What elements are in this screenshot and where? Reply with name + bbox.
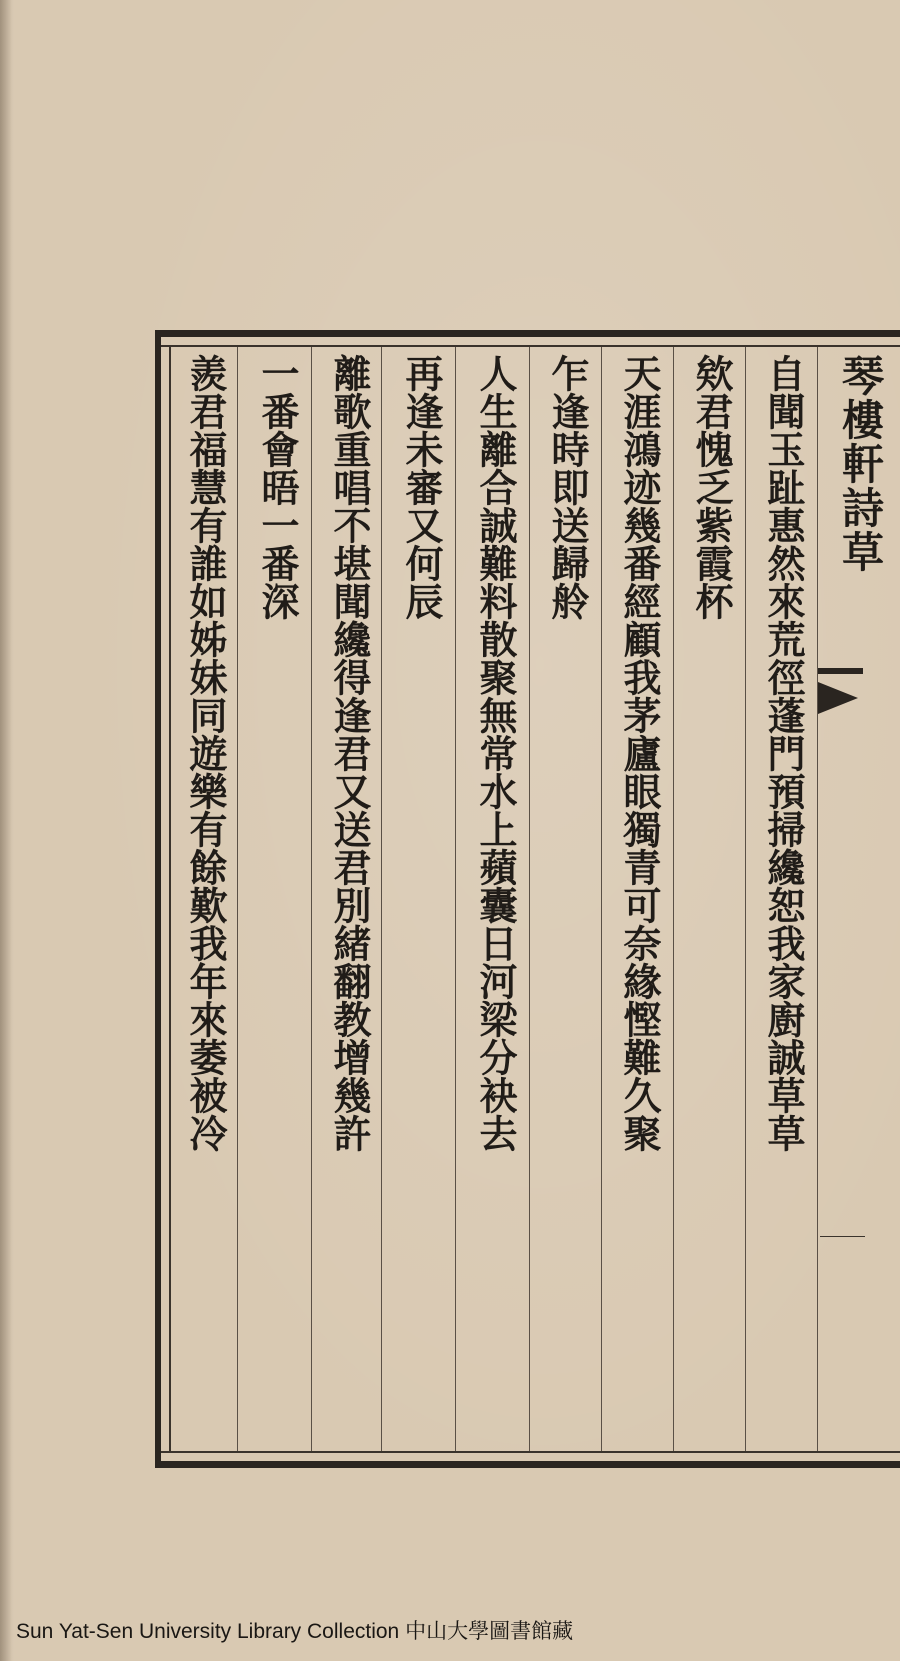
column-rule xyxy=(381,347,382,1451)
text-column-4: 乍逢時即送歸舲 xyxy=(545,354,590,620)
column-rule xyxy=(237,347,238,1451)
frame-left-inner-border xyxy=(169,345,171,1453)
text-column-2: 欸君愧乏紫霞杯 xyxy=(689,354,734,620)
text-column-1: 自聞玉趾惠然來荒徑蓬門預掃纔恕我家廚誠草草 xyxy=(761,354,806,1152)
column-rule xyxy=(745,347,746,1451)
column-rule xyxy=(455,347,456,1451)
column-rule xyxy=(673,347,674,1451)
frame-left-border xyxy=(155,330,161,1468)
text-column-5: 人生離合誠難料散聚無常水上蘋囊日河梁分袂去 xyxy=(473,354,518,1152)
printed-frame xyxy=(155,330,900,1468)
text-column-7: 離歌重唱不堪聞纔得逢君又送君別緒翻教增幾許 xyxy=(327,354,372,1152)
frame-bottom-inner-border xyxy=(161,1451,900,1453)
text-column-8: 一番會晤一番深 xyxy=(255,354,300,620)
column-rule xyxy=(529,347,530,1451)
text-column-3: 天涯鴻迹幾番經顧我茅廬眼獨青可奈緣慳難久聚 xyxy=(617,354,662,1152)
column-rule xyxy=(817,347,818,1451)
fold-mark-line xyxy=(820,1236,865,1237)
book-spine-shadow xyxy=(0,0,12,1661)
book-title: 琴樓軒詩草 xyxy=(836,354,885,574)
text-column-6: 再逢未審又何辰 xyxy=(399,354,444,620)
library-watermark: Sun Yat-Sen University Library Collection 中山大學圖書館藏 xyxy=(16,1620,574,1643)
fishtail-mark-line xyxy=(818,668,863,674)
frame-top-border xyxy=(155,330,900,337)
column-rule xyxy=(311,347,312,1451)
frame-bottom-border xyxy=(155,1461,900,1468)
frame-top-inner-border xyxy=(161,345,900,347)
column-rule xyxy=(601,347,602,1451)
fishtail-mark-icon xyxy=(818,682,858,714)
text-column-9: 羨君福慧有誰如姊妹同遊樂有餘歎我年來萎被冷 xyxy=(183,354,228,1152)
